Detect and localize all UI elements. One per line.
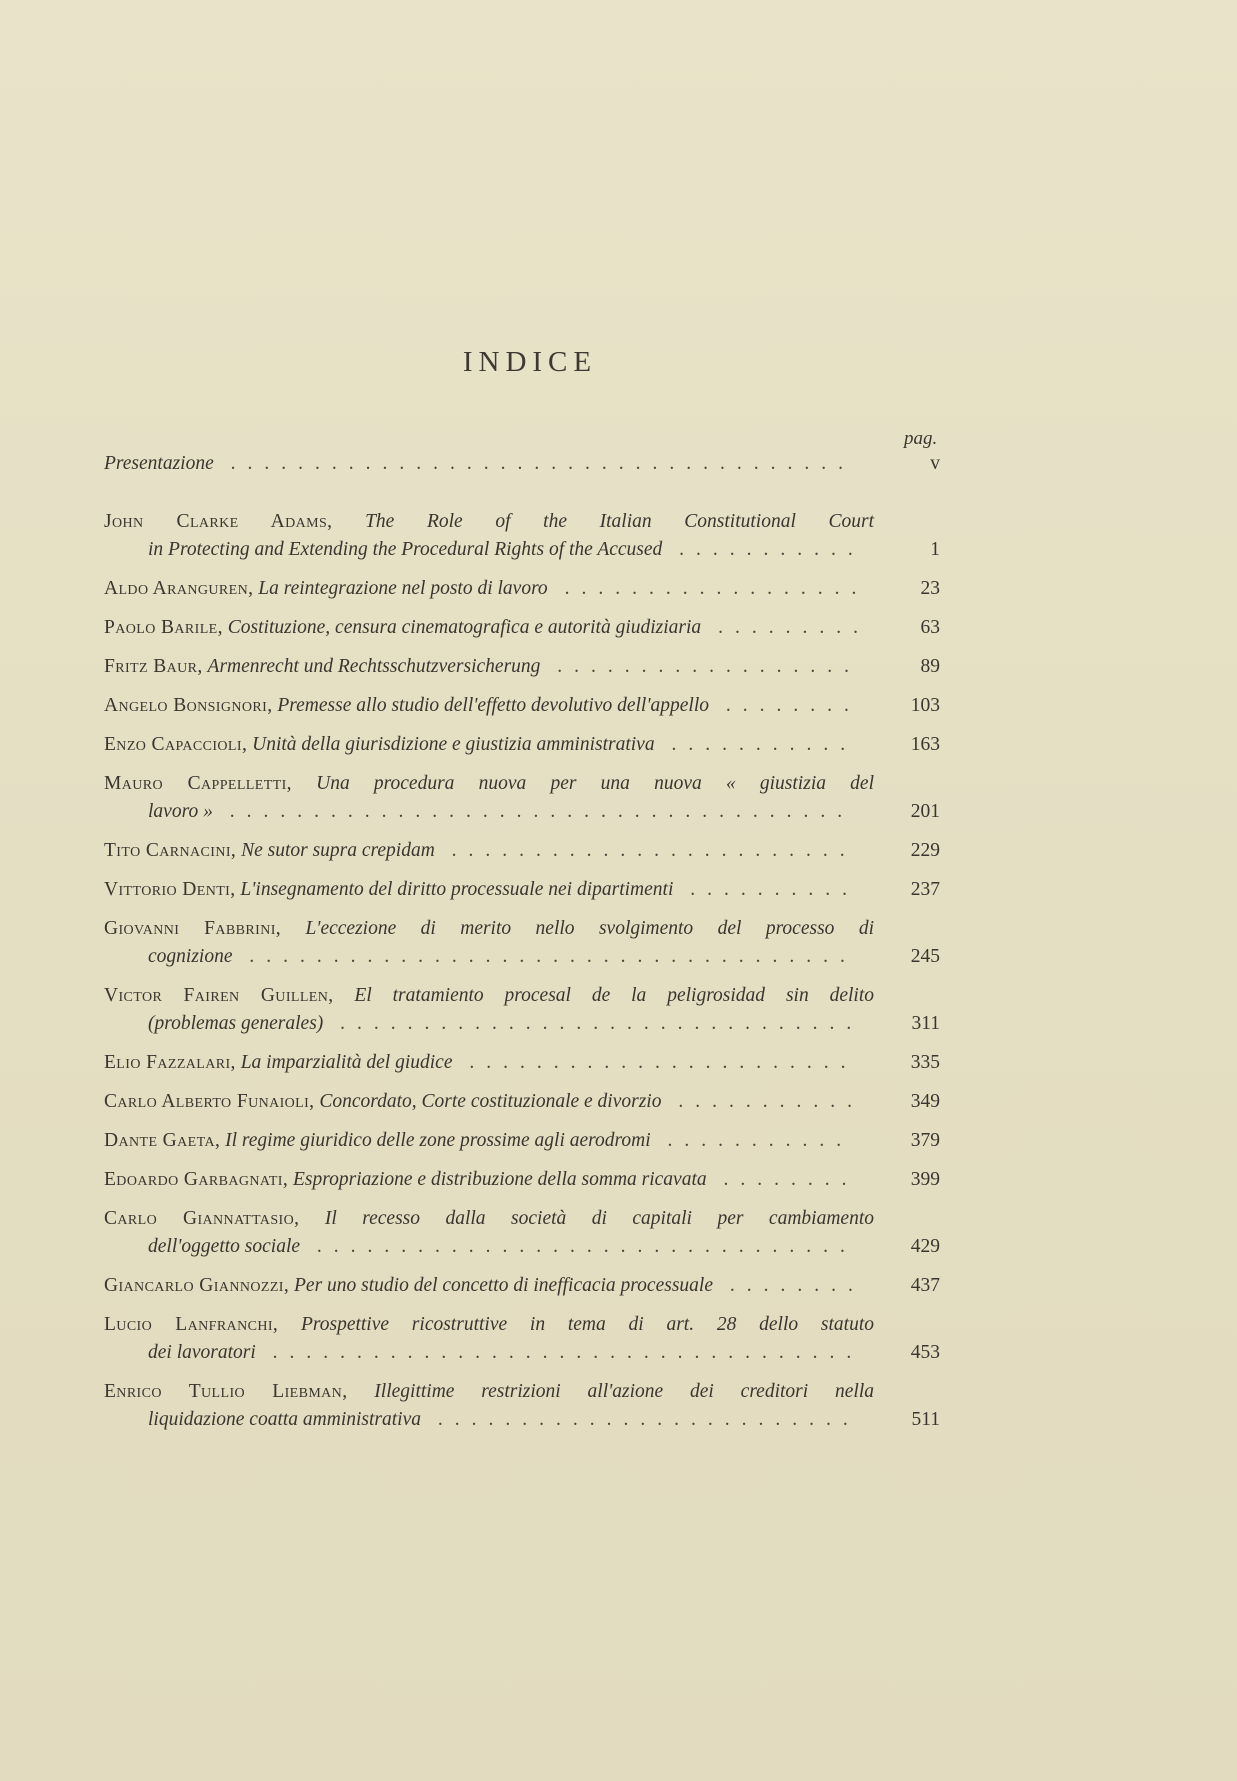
leader-dots: ..........: [673, 879, 859, 900]
toc-title-continuation: dei lavoratori: [148, 1342, 256, 1363]
entry-spacer: [104, 1300, 940, 1311]
toc-entry: [104, 1049, 940, 1077]
leader-dots: ...........: [662, 539, 865, 560]
toc-title: L'eccezione di merito nello svolgimento del processo di: [305, 918, 874, 939]
toc-entry: [104, 450, 940, 478]
toc-title: Una procedura nuova per una nuova « giustizia del: [316, 773, 874, 794]
toc-entry: [104, 1272, 940, 1300]
entry-spacer: [104, 904, 940, 915]
toc-page-number: v: [930, 453, 940, 474]
entry-spacer: [104, 720, 940, 731]
entry-spacer: [104, 564, 940, 575]
toc-author: John Clarke Adams,: [104, 511, 333, 532]
toc-entry: [104, 1088, 940, 1116]
toc-entry: [104, 915, 940, 971]
toc-title: Concordato, Corte costituzionale e divorzio: [319, 1091, 662, 1112]
toc-entry: [104, 1378, 940, 1434]
toc-page-number: 511: [911, 1409, 940, 1430]
toc-author: Giancarlo Giannozzi,: [104, 1275, 290, 1296]
toc-entry: [104, 653, 940, 681]
toc-author: Enrico Tullio Liebman,: [104, 1381, 348, 1402]
entry-spacer: [104, 603, 940, 614]
toc-entry: [104, 731, 940, 759]
toc-author: Vittorio Denti,: [104, 879, 236, 900]
toc-entry: [104, 982, 940, 1038]
entry-spacer: [104, 478, 940, 508]
toc-title: Il recesso dalla società di capitali per cambiamento: [324, 1208, 874, 1229]
leader-dots: .....................................: [213, 453, 856, 474]
leader-dots: ................................: [300, 1236, 857, 1257]
leader-dots: ........: [712, 1275, 865, 1296]
toc-title: L'insegnamento del diritto processuale nei dipartimenti: [240, 879, 674, 900]
toc-author: Mauro Cappelletti,: [104, 773, 292, 794]
toc-entry: [104, 692, 940, 720]
toc-title: Ne sutor supra crepidam: [241, 840, 435, 861]
toc-title-continuation: lavoro »: [148, 801, 213, 822]
page-title: INDICE: [462, 346, 598, 378]
toc-entry: [104, 614, 940, 642]
toc-title: El tratamiento procesal de la peligrosidad sin delito: [354, 985, 875, 1006]
leader-dots: ...............................: [323, 1013, 864, 1034]
toc-author: Carlo Giannattasio,: [104, 1208, 300, 1229]
toc-page-number: 379: [910, 1130, 940, 1151]
entry-spacer: [104, 1367, 940, 1378]
entry-spacer: [104, 681, 940, 692]
toc-entry: [104, 770, 940, 826]
leader-dots: ..................: [547, 578, 869, 599]
leader-dots: ........................: [434, 840, 857, 861]
toc-page-number: 1: [930, 539, 940, 560]
entry-spacer: [104, 1434, 940, 1445]
toc-author: Fritz Baur,: [104, 656, 203, 677]
toc-author: Elio Fazzalari,: [104, 1052, 236, 1073]
toc-entry: [104, 1127, 940, 1155]
entry-spacer: [104, 1194, 940, 1205]
toc-author: Tito Carnacini,: [104, 840, 237, 861]
toc-page-number: 311: [911, 1013, 940, 1034]
toc-page-number: 349: [910, 1091, 940, 1112]
entry-spacer: [104, 1155, 940, 1166]
toc-title-continuation: liquidazione coatta amministrativa: [148, 1409, 421, 1430]
toc-title: Costituzione, censura cinematografica e autorità giudiziaria: [227, 617, 702, 638]
toc-title: Espropriazione e distribuzione della somma ricavata: [293, 1169, 707, 1190]
leader-dots: .......................: [452, 1052, 858, 1073]
leader-dots: ........: [709, 695, 861, 716]
toc-entry: [104, 508, 940, 564]
entry-spacer: [104, 1261, 940, 1272]
toc-page-number: 23: [920, 578, 940, 599]
toc-title: Per uno studio del concetto di inefficacia processuale: [294, 1275, 713, 1296]
toc-author: Angelo Bonsignori,: [104, 695, 273, 716]
toc-page-number: 237: [910, 879, 940, 900]
page-column-label: pag.: [904, 428, 938, 449]
toc-title: La reintegrazione nel posto di lavoro: [258, 578, 548, 599]
entry-spacer: [104, 1038, 940, 1049]
leader-dots: ...........: [650, 1130, 854, 1151]
toc-page-number: 163: [910, 734, 940, 755]
table-of-contents: [104, 450, 940, 1445]
toc-author: Lucio Lanfranchi,: [104, 1314, 279, 1335]
toc-author: Carlo Alberto Funaioli,: [104, 1091, 315, 1112]
leader-dots: .........................: [421, 1409, 860, 1430]
toc-title: La imparzialità del giudice: [240, 1052, 453, 1073]
toc-title: The Role of the Italian Constitutional Court: [365, 511, 875, 532]
toc-page-number: 399: [910, 1169, 940, 1190]
toc-page-number: 437: [910, 1275, 940, 1296]
toc-page-number: 201: [910, 801, 940, 822]
toc-title: Presentazione: [104, 453, 214, 474]
toc-author: Giovanni Fabbrini,: [104, 918, 282, 939]
toc-author: Victor Fairen Guillen,: [104, 985, 334, 1006]
toc-title-continuation: in Protecting and Extending the Procedural Rights of the Accused: [148, 539, 663, 560]
entry-spacer: [104, 759, 940, 770]
toc-title: Illegittime restrizioni all'azione dei creditori nella: [374, 1381, 874, 1402]
toc-entry: [104, 876, 940, 904]
entry-spacer: [104, 642, 940, 653]
leader-dots: ........: [706, 1169, 859, 1190]
toc-title: Il regime giuridico delle zone prossime agli aerodromi: [225, 1130, 651, 1151]
leader-dots: ...........: [661, 1091, 864, 1112]
toc-page-number: 229: [910, 840, 940, 861]
entry-spacer: [104, 1116, 940, 1127]
toc-page-number: 63: [920, 617, 940, 638]
leader-dots: ..................: [540, 656, 862, 677]
entry-spacer: [104, 826, 940, 837]
entry-spacer: [104, 865, 940, 876]
leader-dots: .....................................: [212, 801, 855, 822]
toc-title-continuation: (problemas generales): [148, 1013, 324, 1034]
toc-author: Aldo Aranguren,: [104, 578, 254, 599]
toc-author: Edoardo Garbagnati,: [104, 1169, 289, 1190]
toc-author: Paolo Barile,: [104, 617, 223, 638]
toc-title: Armenrecht und Rechtsschutzversicherung: [207, 656, 541, 677]
leader-dots: .........: [701, 617, 870, 638]
entry-spacer: [104, 1077, 940, 1088]
leader-dots: ...........: [654, 734, 858, 755]
leader-dots: ...................................: [255, 1342, 864, 1363]
toc-title-continuation: dell'oggetto sociale: [148, 1236, 301, 1257]
toc-entry: [104, 1311, 940, 1367]
toc-page-number: 245: [910, 946, 940, 967]
toc-title: Unità della giurisdizione e giustizia amministrativa: [252, 734, 655, 755]
toc-page-number: 103: [910, 695, 940, 716]
toc-title: Prospettive ricostruttive in tema di art. 28 dello statuto: [300, 1314, 874, 1335]
toc-title: Premesse allo studio dell'effetto devolutivo dell'appello: [277, 695, 710, 716]
toc-author: Enzo Capaccioli,: [104, 734, 248, 755]
entry-spacer: [104, 971, 940, 982]
toc-title-continuation: cognizione: [148, 946, 233, 967]
toc-page-number: 429: [910, 1236, 940, 1257]
toc-author: Dante Gaeta,: [104, 1130, 221, 1151]
toc-entry: [104, 1205, 940, 1261]
toc-entry: [104, 575, 940, 603]
toc-page-number: 453: [910, 1342, 940, 1363]
toc-entry: [104, 1166, 940, 1194]
leader-dots: ....................................: [232, 946, 857, 967]
toc-entry: [104, 837, 940, 865]
toc-page-number: 89: [920, 656, 940, 677]
toc-page-number: 335: [910, 1052, 940, 1073]
